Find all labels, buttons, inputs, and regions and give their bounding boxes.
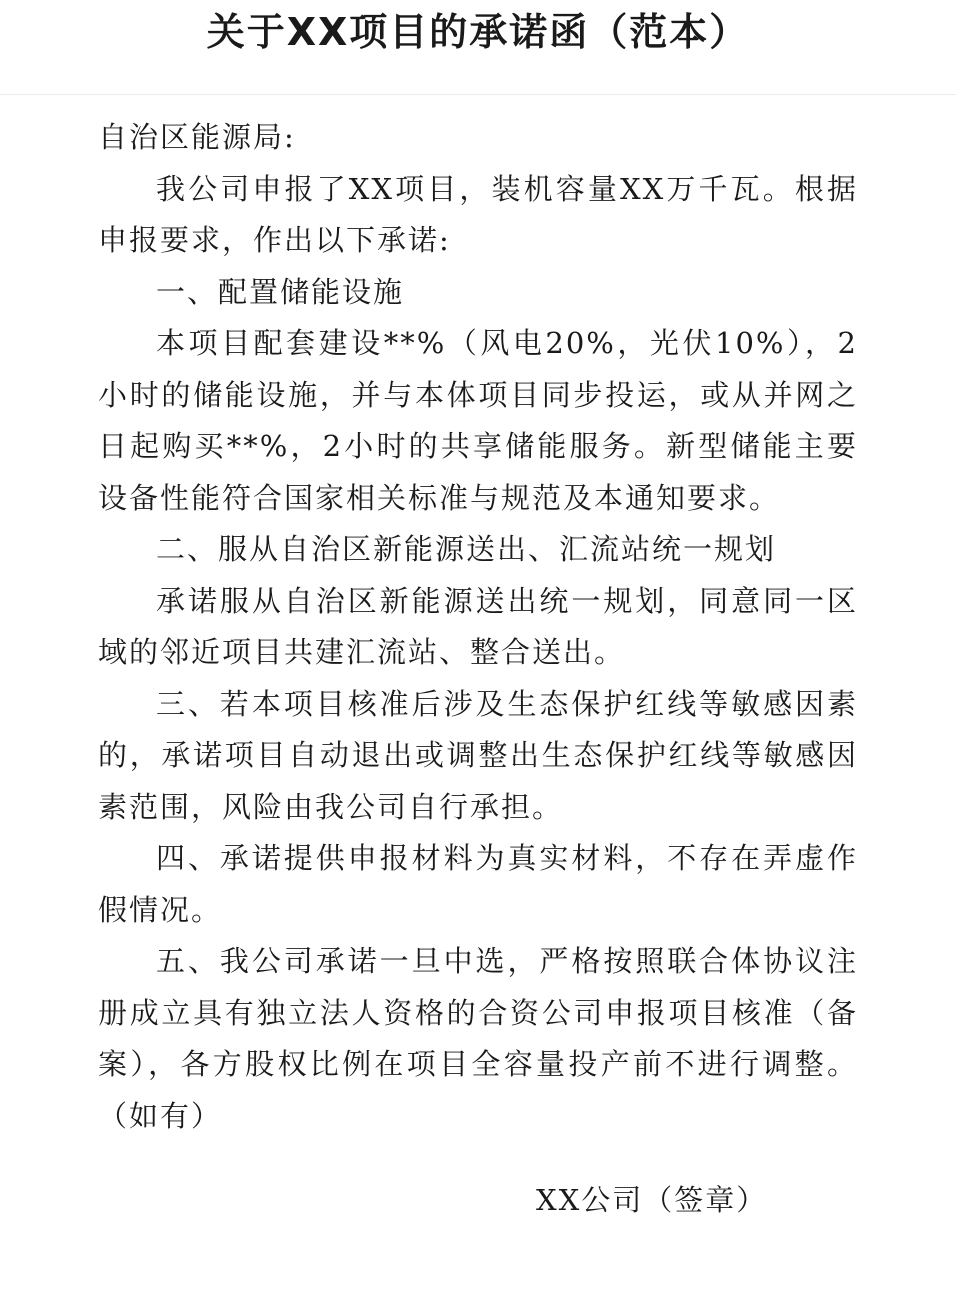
section-3-paragraph: 三、若本项目核准后涉及生态保护红线等敏感因素的，承诺项目自动退出或调整出生态保护红线等敏感因素范围，风险由我公司自行承担。: [98, 686, 858, 824]
document-title: 关于XX项目的承诺函（范本）: [206, 10, 750, 54]
scan-divider: [0, 94, 956, 95]
section-body-2: 承诺服从自治区新能源送出统一规划，同意同一区域的邻近项目共建汇流站、整合送出。: [98, 583, 858, 669]
section-4-paragraph: 四、承诺提供申报材料为真实材料，不存在弄虚作假情况。: [98, 841, 858, 927]
intro-paragraph: 我公司申报了XX项目，装机容量XX万千瓦。根据申报要求，作出以下承诺:: [98, 171, 858, 257]
salutation: 自治区能源局:: [98, 120, 296, 154]
section-5-paragraph: 五、我公司承诺一旦中选，严格按照联合体协议注册成立具有独立法人资格的合资公司申报项目核准（备案），各方股权比例在项目全容量投产前不进行调整。（如有）: [98, 944, 858, 1133]
document-body: [98, 112, 858, 1142]
section-body-1: 本项目配套建设**%（风电20%，光伏10%），2小时的储能设施，并与本体项目同步投运，或从并网之日起购买**%，2小时的共享储能服务。新型储能主要设备性能符合国家相关标准与规范及本通知要求。: [98, 326, 858, 515]
section-heading-1: 一、配置储能设施: [156, 274, 405, 309]
section-heading-2: 二、服从自治区新能源送出、汇流站统一规划: [156, 532, 777, 566]
signature-line: XX公司（签章）: [536, 1183, 768, 1217]
